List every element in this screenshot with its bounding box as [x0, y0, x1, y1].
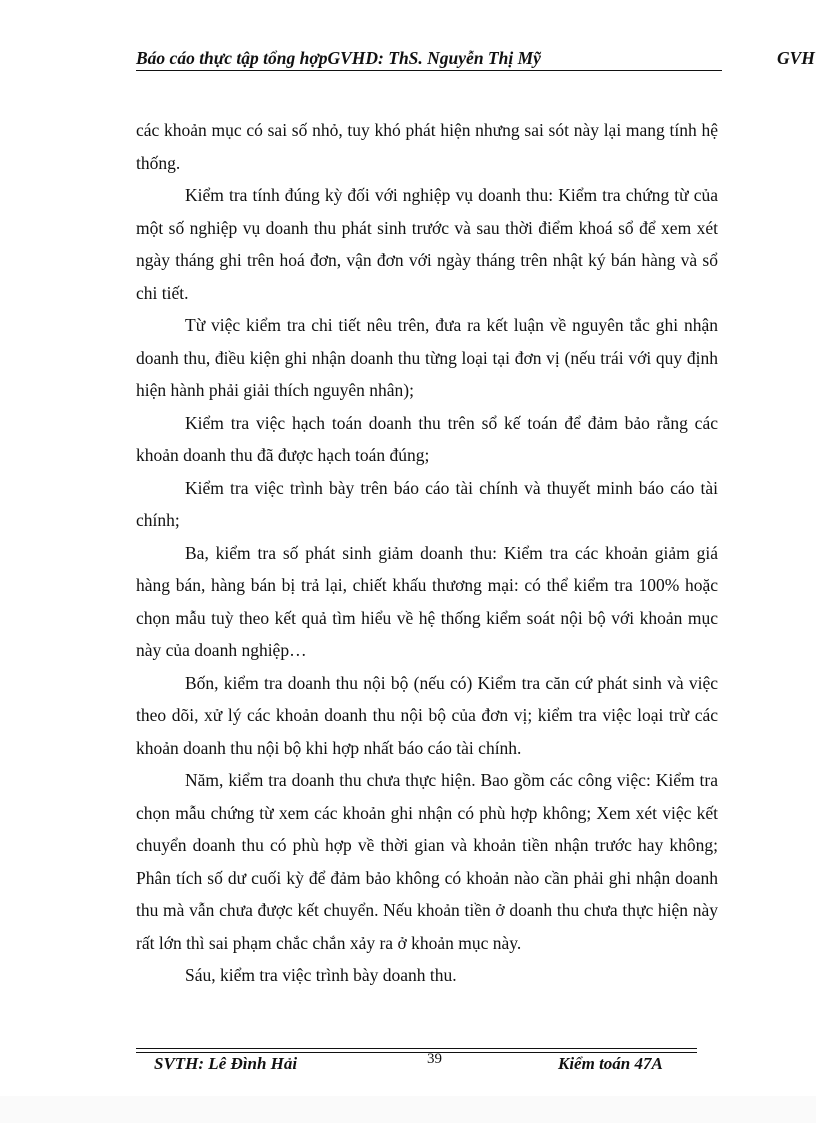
page-footer: [136, 1051, 697, 1078]
page-number: 39: [427, 1051, 442, 1067]
paragraph-8: Năm, kiểm tra doanh thu chưa thực hiện. Bao gồm các công việc: Kiểm tra chọn mẫu chứng từ xem các khoản ghi nhận có phù hợp không; Xem xét việc kết chuyển doanh thu có phù hợp về thời gian và khoản tiền nhận trước hay không; Phân tích số dư cuối kỳ để đảm bảo không có khoản nào cần phải ghi nhận doanh thu mà vẫn chưa được kết chuyển. Nếu khoản tiền ở doanh thu chưa thực hiện này rất lớn thì sai phạm chắc chắn xảy ra ở khoản mục này.: [136, 770, 718, 953]
header-title: Báo cáo thực tập tổng hợpGVHD: ThS. Nguyễn Thị Mỹ: [136, 48, 541, 68]
paragraph-7: Bốn, kiểm tra doanh thu nội bộ (nếu có) Kiểm tra căn cứ phát sinh và việc theo dõi, xử lý các khoản doanh thu nội bộ của đơn vị; kiểm tra việc loại trừ các khoản doanh thu nội bộ khi hợp nhất báo cáo tài chính.: [136, 672, 718, 758]
paragraph-3: Từ việc kiểm tra chi tiết nêu trên, đưa ra kết luận về nguyên tắc ghi nhận doanh thu, điều kiện ghi nhận doanh thu từng loại tại đơn vị (nếu trái với quy định hiện hành phải giải thích nguyên nhân);: [136, 315, 718, 400]
footer-class: Kiểm toán 47A: [558, 1054, 663, 1073]
paragraph-2: Kiểm tra tính đúng kỳ đối với nghiệp vụ doanh thu: Kiểm tra chứng từ của một số nghiệp vụ doanh thu phát sinh trước và sau thời điểm khoá sổ để xem xét ngày tháng ghi trên hoá đơn, vận đơn với ngày tháng trên nhật ký bán hàng và sổ chi tiết.: [136, 185, 718, 303]
paragraph-1: các khoản mục có sai số nhỏ, tuy khó phát hiện nhưng sai sót này lại mang tính hệ thống.: [136, 120, 718, 173]
page-header: [136, 48, 816, 72]
header-right-text: GVH: [777, 48, 815, 68]
header-divider: [136, 70, 722, 71]
paragraph-6: Ba, kiểm tra số phát sinh giảm doanh thu: Kiểm tra các khoản giảm giá hàng bán, hàng bán bị trả lại, chiết khấu thương mại: có thể kiểm tra 100% hoặc chọn mẫu tuỳ theo kết quả tìm hiểu về hệ thống kiểm soát nội bộ với khoản mục này của doanh nghiệp…: [136, 542, 718, 660]
footer-student: SVTH: Lê Đình Hải: [154, 1054, 298, 1073]
paragraph-9: Sáu, kiểm tra việc trình bày doanh thu.: [185, 965, 457, 985]
document-body: [136, 114, 718, 992]
footer-divider-top: [136, 1048, 697, 1049]
paragraph-4: Kiểm tra việc hạch toán doanh thu trên sổ kế toán để đảm bảo rằng các khoản doanh thu đã được hạch toán đúng;: [136, 412, 718, 465]
footer-divider-bottom: [136, 1052, 697, 1053]
paragraph-5: Kiểm tra việc trình bày trên báo cáo tài chính và thuyết minh báo cáo tài chính;: [136, 477, 718, 530]
page-bottom-edge: [0, 1096, 816, 1123]
